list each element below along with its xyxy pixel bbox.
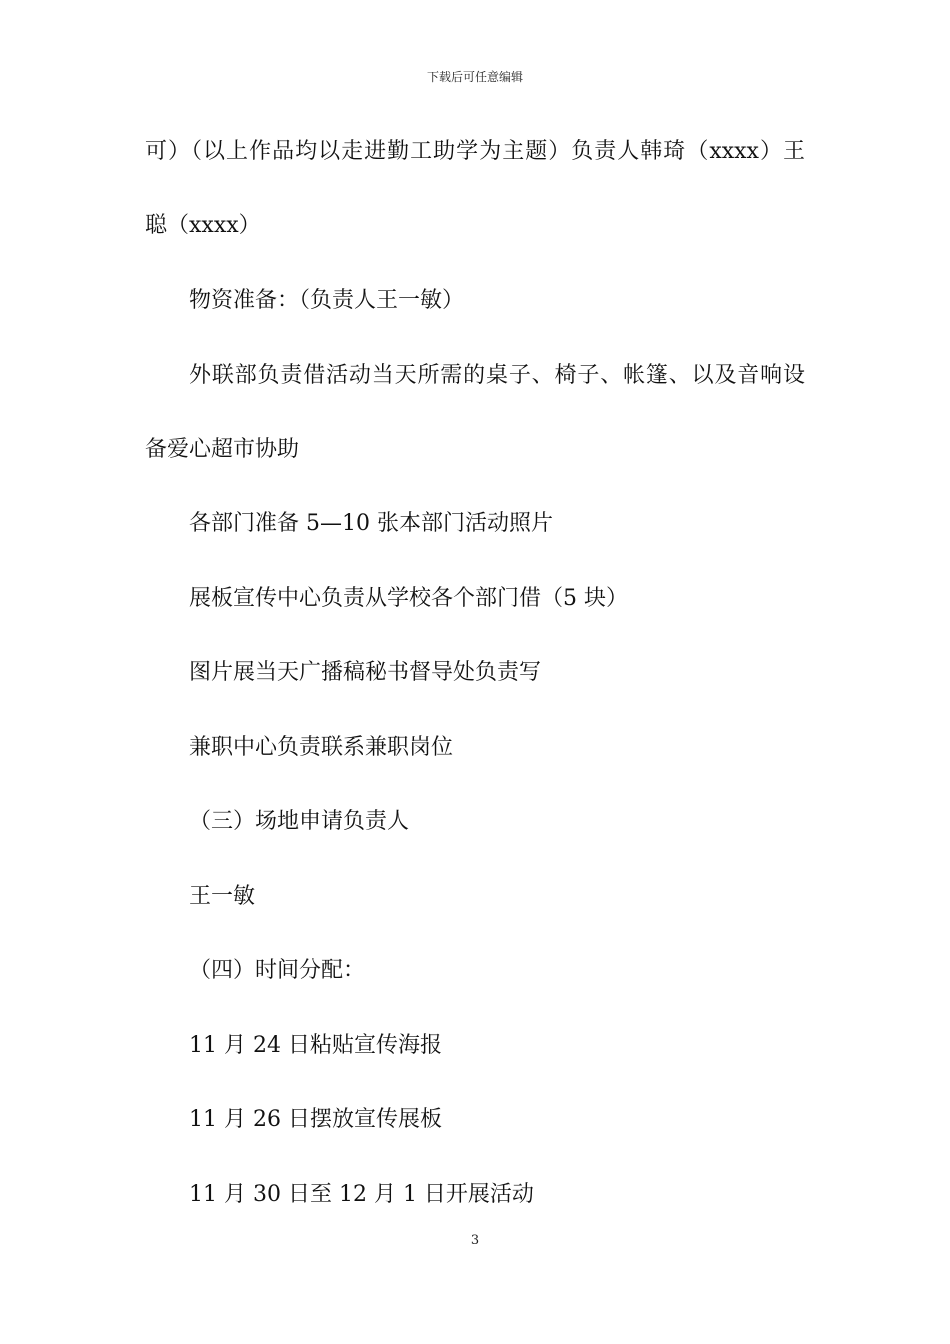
page-number: 3 <box>470 1233 480 1248</box>
paragraph-line: 兼职中心负责联系兼职岗位 <box>189 735 454 760</box>
schedule-item: 11 月 26 日摆放宣传展板 <box>189 1107 442 1132</box>
paragraph-line: 各部门准备 5—10 张本部门活动照片 <box>189 511 553 536</box>
paragraph-line: 可）（以上作品均以走进勤工助学为主题）负责人韩琦（xxxx）王 <box>145 139 805 164</box>
paragraph-line: 外联部负责借活动当天所需的桌子、椅子、帐篷、以及音响设 <box>189 363 805 388</box>
section-heading: （四）时间分配： <box>189 958 366 983</box>
paragraph-line: 聪（xxxx） <box>145 213 261 238</box>
paragraph-line: 备爱心超市协助 <box>145 437 300 462</box>
page-header: 下载后可任意编辑 <box>426 70 523 84</box>
schedule-item: 11 月 24 日粘贴宣传海报 <box>189 1033 442 1058</box>
paragraph-line: 展板宣传中心负责从学校各个部门借（5 块） <box>189 586 628 611</box>
paragraph-line: 王一敏 <box>189 884 256 909</box>
section-heading: （三）场地申请负责人 <box>189 809 410 834</box>
paragraph-line: 物资准备：（负责人王一敏） <box>189 288 465 313</box>
schedule-item: 11 月 30 日至 12 月 1 日开展活动 <box>189 1182 534 1207</box>
paragraph-line: 图片展当天广播稿秘书督导处负责写 <box>189 660 542 685</box>
